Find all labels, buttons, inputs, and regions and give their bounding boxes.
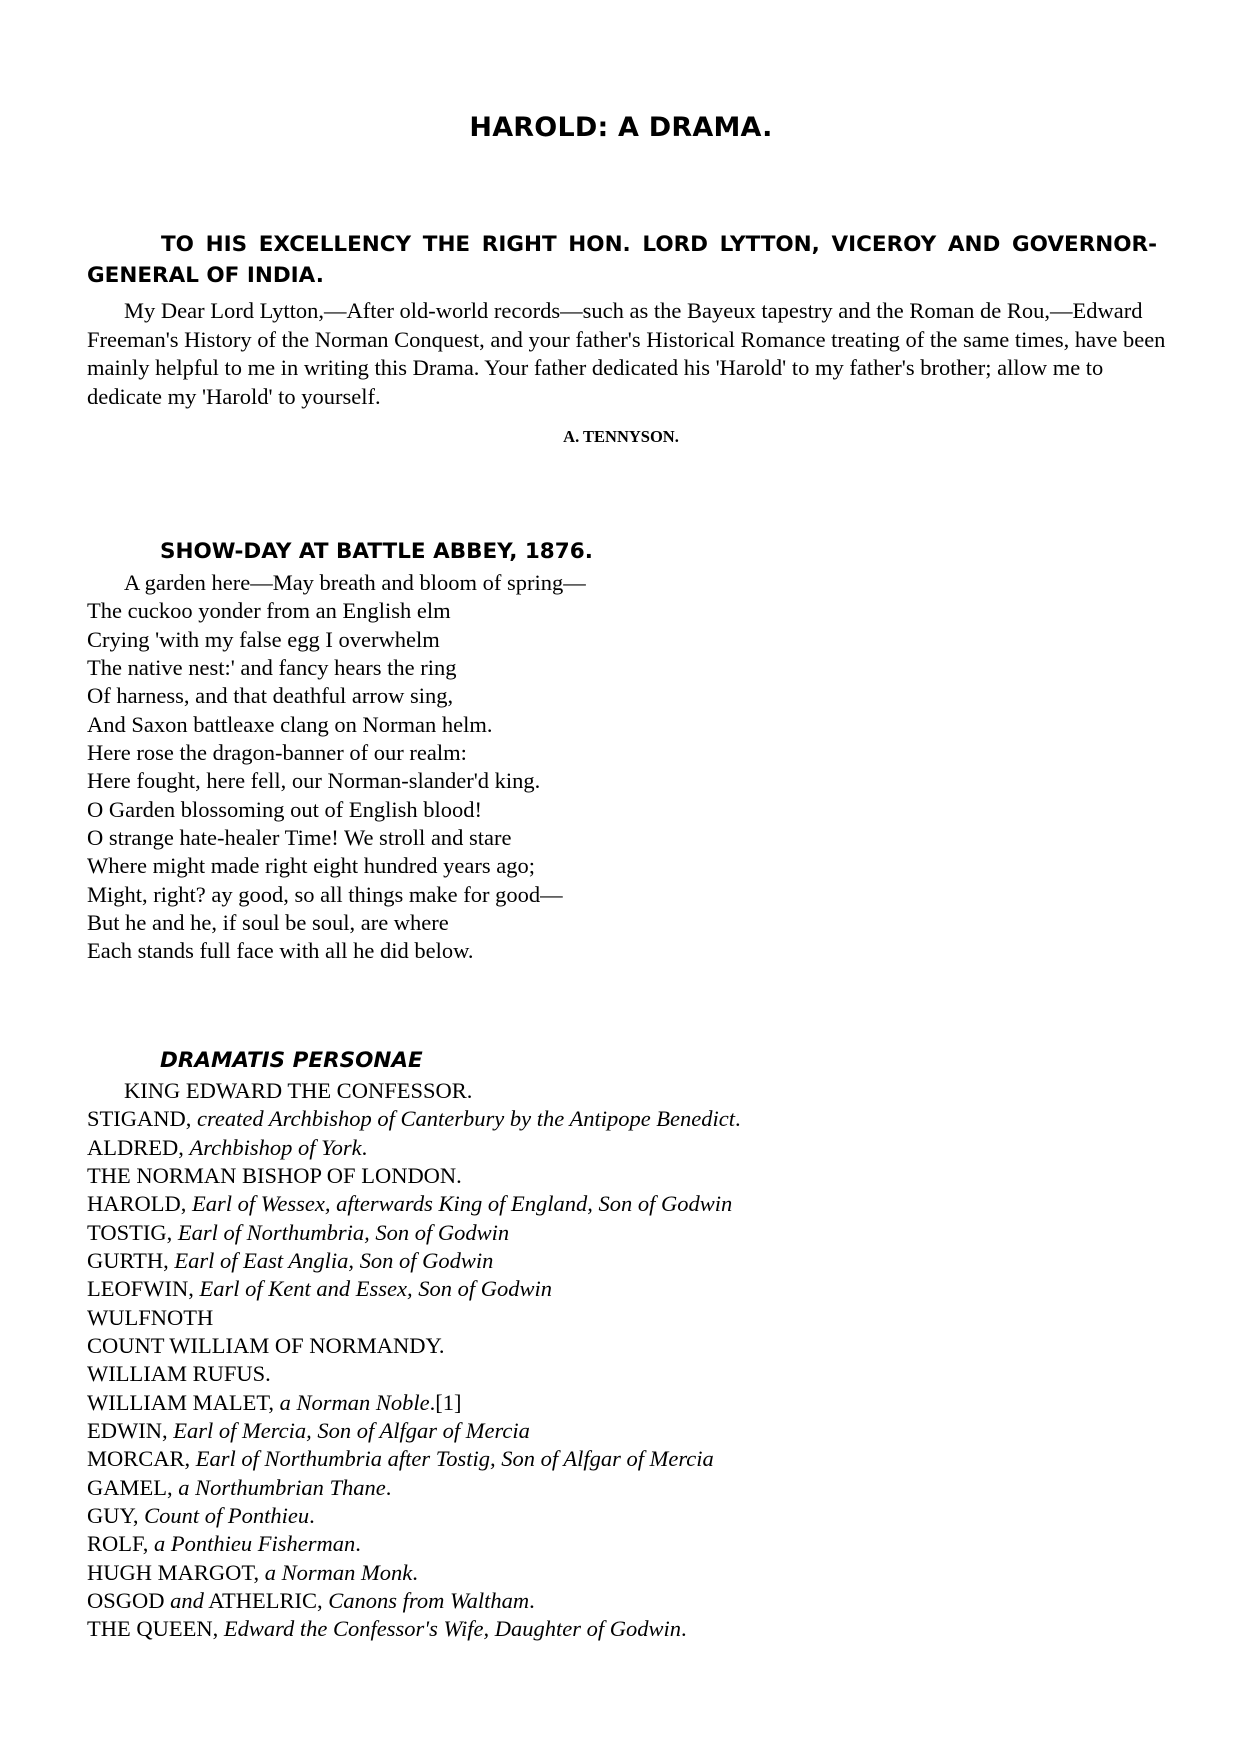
persona-entry xyxy=(87,1219,1167,1247)
persona-name: GUY, xyxy=(87,1502,145,1528)
persona-description: a Ponthieu Fisherman xyxy=(153,1531,356,1557)
persona-name: STIGAND, xyxy=(87,1106,197,1132)
persona-name: WILLIAM RUFUS. xyxy=(87,1361,271,1387)
persona-connector: and xyxy=(170,1587,204,1613)
persona-name: ROLF, xyxy=(87,1531,154,1557)
poem-line: Crying 'with my false egg I overwhelm xyxy=(87,626,440,652)
document-title: HAROLD: A DRAMA. xyxy=(469,112,773,143)
persona-name: KING EDWARD THE CONFESSOR. xyxy=(124,1078,473,1103)
persona-entry xyxy=(87,1077,1167,1105)
persona-entry xyxy=(87,1247,1167,1275)
persona-description: Earl of Northumbria after Tostig, Son of Alfgar of Mercia xyxy=(195,1446,714,1472)
persona-description: a Norman Monk xyxy=(264,1559,413,1585)
persona-entry xyxy=(87,1332,1167,1360)
poem-line: Each stands full face with all he did below. xyxy=(87,938,474,964)
persona-description: Count of Ponthieu xyxy=(144,1502,310,1528)
persona-entry xyxy=(87,1389,1167,1417)
poem-line: O strange hate-healer Time! We stroll and stare xyxy=(87,824,512,850)
persona-description: Earl of Northumbria, Son of Godwin xyxy=(177,1219,510,1245)
persona-name: MORCAR, xyxy=(87,1446,196,1472)
persona-name: TOSTIG, xyxy=(87,1219,178,1245)
persona-description: Earl of Wessex, afterwards King of England, Son of Godwin xyxy=(192,1191,733,1217)
poem-line: The native nest:' and fancy hears the ring xyxy=(87,654,457,680)
personae-heading: DRAMATIS PERSONAE xyxy=(160,1048,423,1073)
persona-description: Edward the Confessor's Wife, Daughter of Godwin xyxy=(223,1616,681,1642)
dedication-heading: TO HIS EXCELLENCY THE RIGHT HON. LORD LYTTON, VICEROY AND GOVERNOR-GENERAL OF INDIA. xyxy=(87,232,1157,288)
persona-entry xyxy=(87,1417,1167,1445)
persona-name: COUNT WILLIAM OF NORMANDY. xyxy=(87,1332,445,1358)
poem-line: Might, right? ay good, so all things make for good— xyxy=(87,881,563,907)
persona-entry xyxy=(87,1360,1167,1388)
poem xyxy=(87,569,1167,966)
persona-name: WILLIAM MALET, xyxy=(87,1389,280,1415)
persona-entry xyxy=(87,1304,1167,1332)
dedication-signature: A. TENNYSON. xyxy=(563,427,679,446)
persona-name: THE NORMAN BISHOP OF LONDON. xyxy=(87,1162,462,1188)
persona-entry xyxy=(87,1190,1167,1218)
persona-entry: OSGOD and ATHELRIC, Canons from Waltham. xyxy=(87,1587,535,1613)
persona-description: Archbishop of York xyxy=(189,1134,362,1160)
persona-name: OSGOD xyxy=(87,1587,171,1613)
poem-line: But he and he, if soul be soul, are where xyxy=(87,909,449,935)
persona-entry: HUGH MARGOT, a Norman Monk. xyxy=(87,1559,418,1585)
persona-entry: GUY, Count of Ponthieu. xyxy=(87,1502,315,1528)
persona-description: Canons from Waltham xyxy=(328,1587,530,1613)
poem-line: Here fought, here fell, our Norman-slander'd king. xyxy=(87,768,541,794)
persona-description: created Archbishop of Canterbury by the Antipope Benedict xyxy=(197,1106,736,1132)
persona-description: Earl of East Anglia, Son of Godwin xyxy=(174,1247,494,1273)
poem-line: And Saxon battleaxe clang on Norman helm. xyxy=(87,711,493,737)
persona-name: ALDRED, xyxy=(87,1134,190,1160)
poem-line: Here rose the dragon-banner of our realm: xyxy=(87,739,467,765)
persona-entry xyxy=(87,1445,1167,1473)
persona-entry: STIGAND, created Archbishop of Canterbury by the Antipope Benedict. xyxy=(87,1106,741,1132)
poem-line: The cuckoo yonder from an English elm xyxy=(87,598,451,624)
poem-line: Where might made right eight hundred years ago; xyxy=(87,853,535,879)
persona-entry xyxy=(87,1162,1167,1190)
persona-entry: ROLF, a Ponthieu Fisherman. xyxy=(87,1531,361,1557)
persona-description: Earl of Kent and Essex, Son of Godwin xyxy=(199,1276,552,1302)
persona-name: LEOFWIN, xyxy=(87,1276,200,1302)
persona-description: a Northumbrian Thane xyxy=(178,1474,386,1500)
persona-name: EDWIN, xyxy=(87,1417,174,1443)
persona-name: HAROLD, xyxy=(87,1191,192,1217)
poem-line: A garden here—May breath and bloom of spring— xyxy=(124,570,586,595)
persona-name: WULFNOTH xyxy=(87,1304,214,1330)
persona-name: HUGH MARGOT, xyxy=(87,1559,265,1585)
dedication-body: My Dear Lord Lytton,—After old-world records—such as the Bayeux tapestry and the Roman de Rou,—Edward Freeman's History of the Norman Conquest, and your father's Historical Romance treating of the same times, have been mainly helpful to me in writing this Drama. Your father dedicated his 'Harold' to my father's brother; allow me to dedicate my 'Harold' to yourself. xyxy=(87,298,1166,409)
persona-entry: GAMEL, a Northumbrian Thane. xyxy=(87,1474,392,1500)
persona-name: THE QUEEN, xyxy=(87,1616,224,1642)
footnote-marker: .[1] xyxy=(429,1389,462,1415)
poem-line: Of harness, and that deathful arrow sing, xyxy=(87,683,454,709)
dramatis-personae-list xyxy=(87,1077,1167,1644)
persona-description: a Norman Noble xyxy=(279,1389,430,1415)
persona-name: ATHELRIC, xyxy=(203,1587,329,1613)
persona-description: Earl of Mercia, Son of Alfgar of Mercia xyxy=(173,1417,530,1443)
persona-entry: ALDRED, Archbishop of York. xyxy=(87,1134,368,1160)
persona-name: GURTH, xyxy=(87,1247,175,1273)
persona-name: GAMEL, xyxy=(87,1474,179,1500)
poem-line: O Garden blossoming out of English blood! xyxy=(87,796,482,822)
persona-entry: THE QUEEN, Edward the Confessor's Wife, Daughter of Godwin. xyxy=(87,1616,687,1642)
poem-heading: SHOW-DAY AT BATTLE ABBEY, 1876. xyxy=(160,539,593,564)
persona-entry xyxy=(87,1275,1167,1303)
